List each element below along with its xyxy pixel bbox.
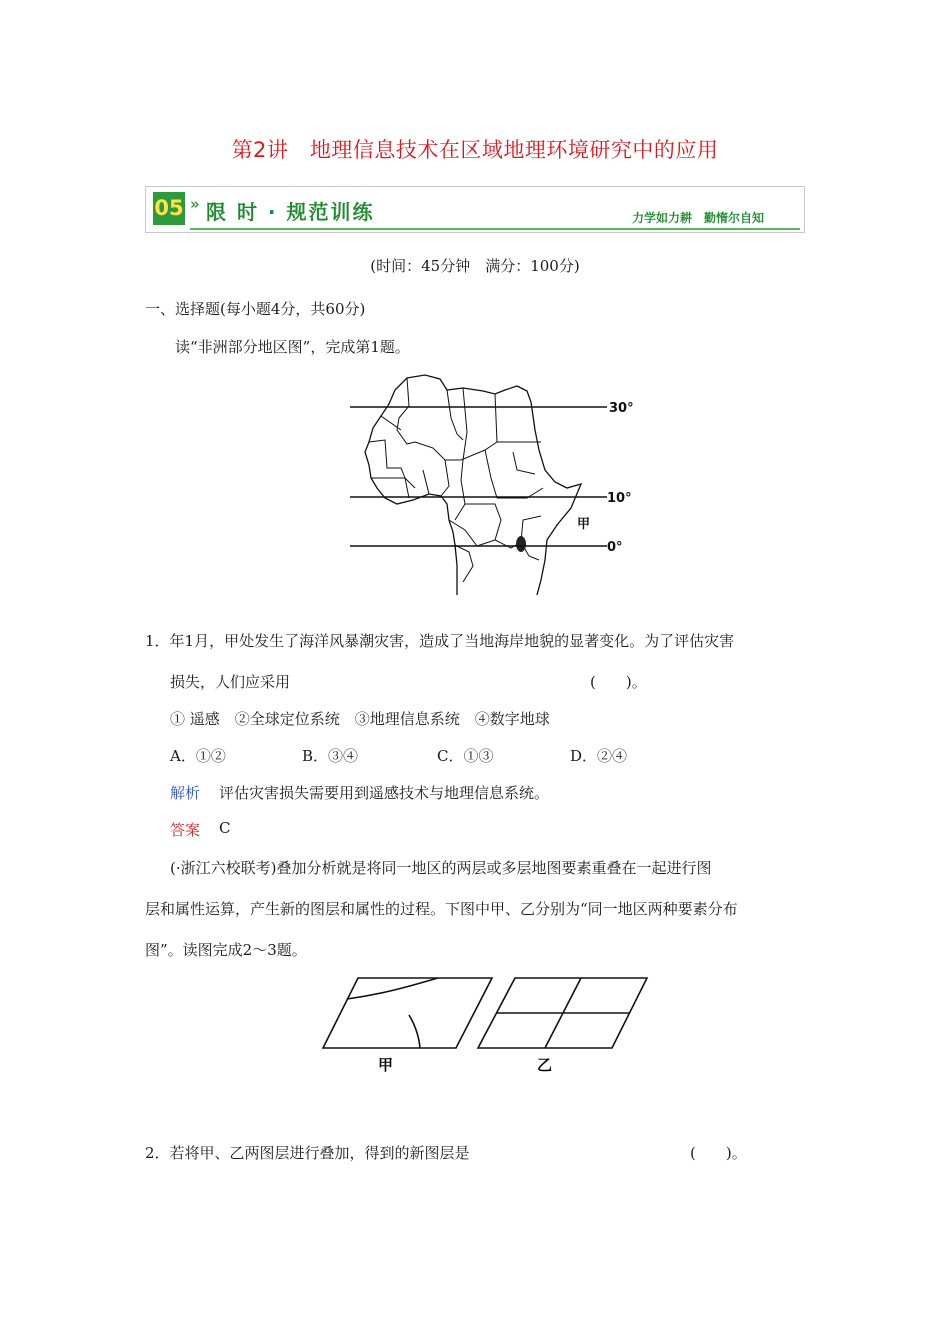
figure-jia-curve-top	[347, 978, 438, 999]
banner-underline	[190, 228, 800, 230]
latitude-label-30: 30°	[609, 401, 634, 416]
africa-outline	[365, 375, 581, 595]
page-title: 第2讲 地理信息技术在区域地理环境研究中的应用	[231, 138, 719, 162]
q1-choice-c: C．①③	[437, 747, 494, 765]
latitude-label-0: 0°	[607, 540, 623, 555]
q1-stem-line2: 损失，人们应采用	[170, 673, 291, 691]
section-banner	[145, 186, 805, 233]
q1-choice-d: D．②④	[570, 747, 628, 765]
africa-map	[345, 370, 645, 595]
layer-figures	[320, 975, 650, 1080]
figure-jia-curve-bottom	[409, 1015, 420, 1048]
q1-answer-bracket: ( )。	[590, 673, 647, 691]
q1-analysis-label: 解析	[170, 784, 201, 802]
figure-yi-label: 乙	[537, 1056, 553, 1074]
intro2-line3: 图”。读图完成2～3题。	[145, 941, 307, 959]
section-heading: 一、选择题(每小题4分，共60分)	[145, 300, 366, 318]
latitude-lines	[350, 407, 607, 546]
figure-jia-frame	[323, 978, 492, 1048]
point-jia-label: 甲	[577, 517, 591, 532]
chevron-right-icon: »	[190, 195, 200, 213]
q1-choice-a: A．①②	[170, 747, 226, 765]
q1-answer-label: 答案	[170, 821, 201, 839]
intro2-line1: (·浙江六校联考)叠加分析就是将同一地区的两层或多层地图要素重叠在一起进行图	[170, 859, 712, 877]
intro2-line2: 层和属性运算，产生新的图层和属性的过程。下图中甲、乙分别为“同一地区两种要素分布	[145, 900, 738, 918]
q1-choice-b: B．③④	[302, 747, 359, 765]
time-info: (时间：45分钟 满分：100分)	[370, 257, 580, 275]
map-intro: 读“非洲部分地区图”，完成第1题。	[175, 338, 410, 356]
banner-label: 限 时 · 规范训练	[206, 200, 375, 224]
q1-stem-line1: 1．年1月，甲处发生了海洋风暴潮灾害，造成了当地海岸地貌的显著变化。为了评估灾害	[145, 632, 735, 650]
banner-number: 05	[153, 192, 185, 225]
banner-motto: 力学如力耕 勤惰尔自知	[631, 211, 764, 225]
figure-jia-label: 甲	[378, 1056, 394, 1074]
lake-victoria	[516, 536, 526, 552]
q1-answer-text: C	[219, 819, 231, 837]
q2-stem: 2．若将甲、乙两图层进行叠加，得到的新图层是	[145, 1144, 470, 1162]
q1-items: ① 遥感 ②全球定位系统 ③地理信息系统 ④数字地球	[170, 710, 550, 728]
latitude-label-10: 10°	[607, 491, 632, 506]
q1-analysis-text: 评估灾害损失需要用到遥感技术与地理信息系统。	[219, 784, 550, 802]
q2-answer-bracket: ( )。	[690, 1144, 747, 1162]
